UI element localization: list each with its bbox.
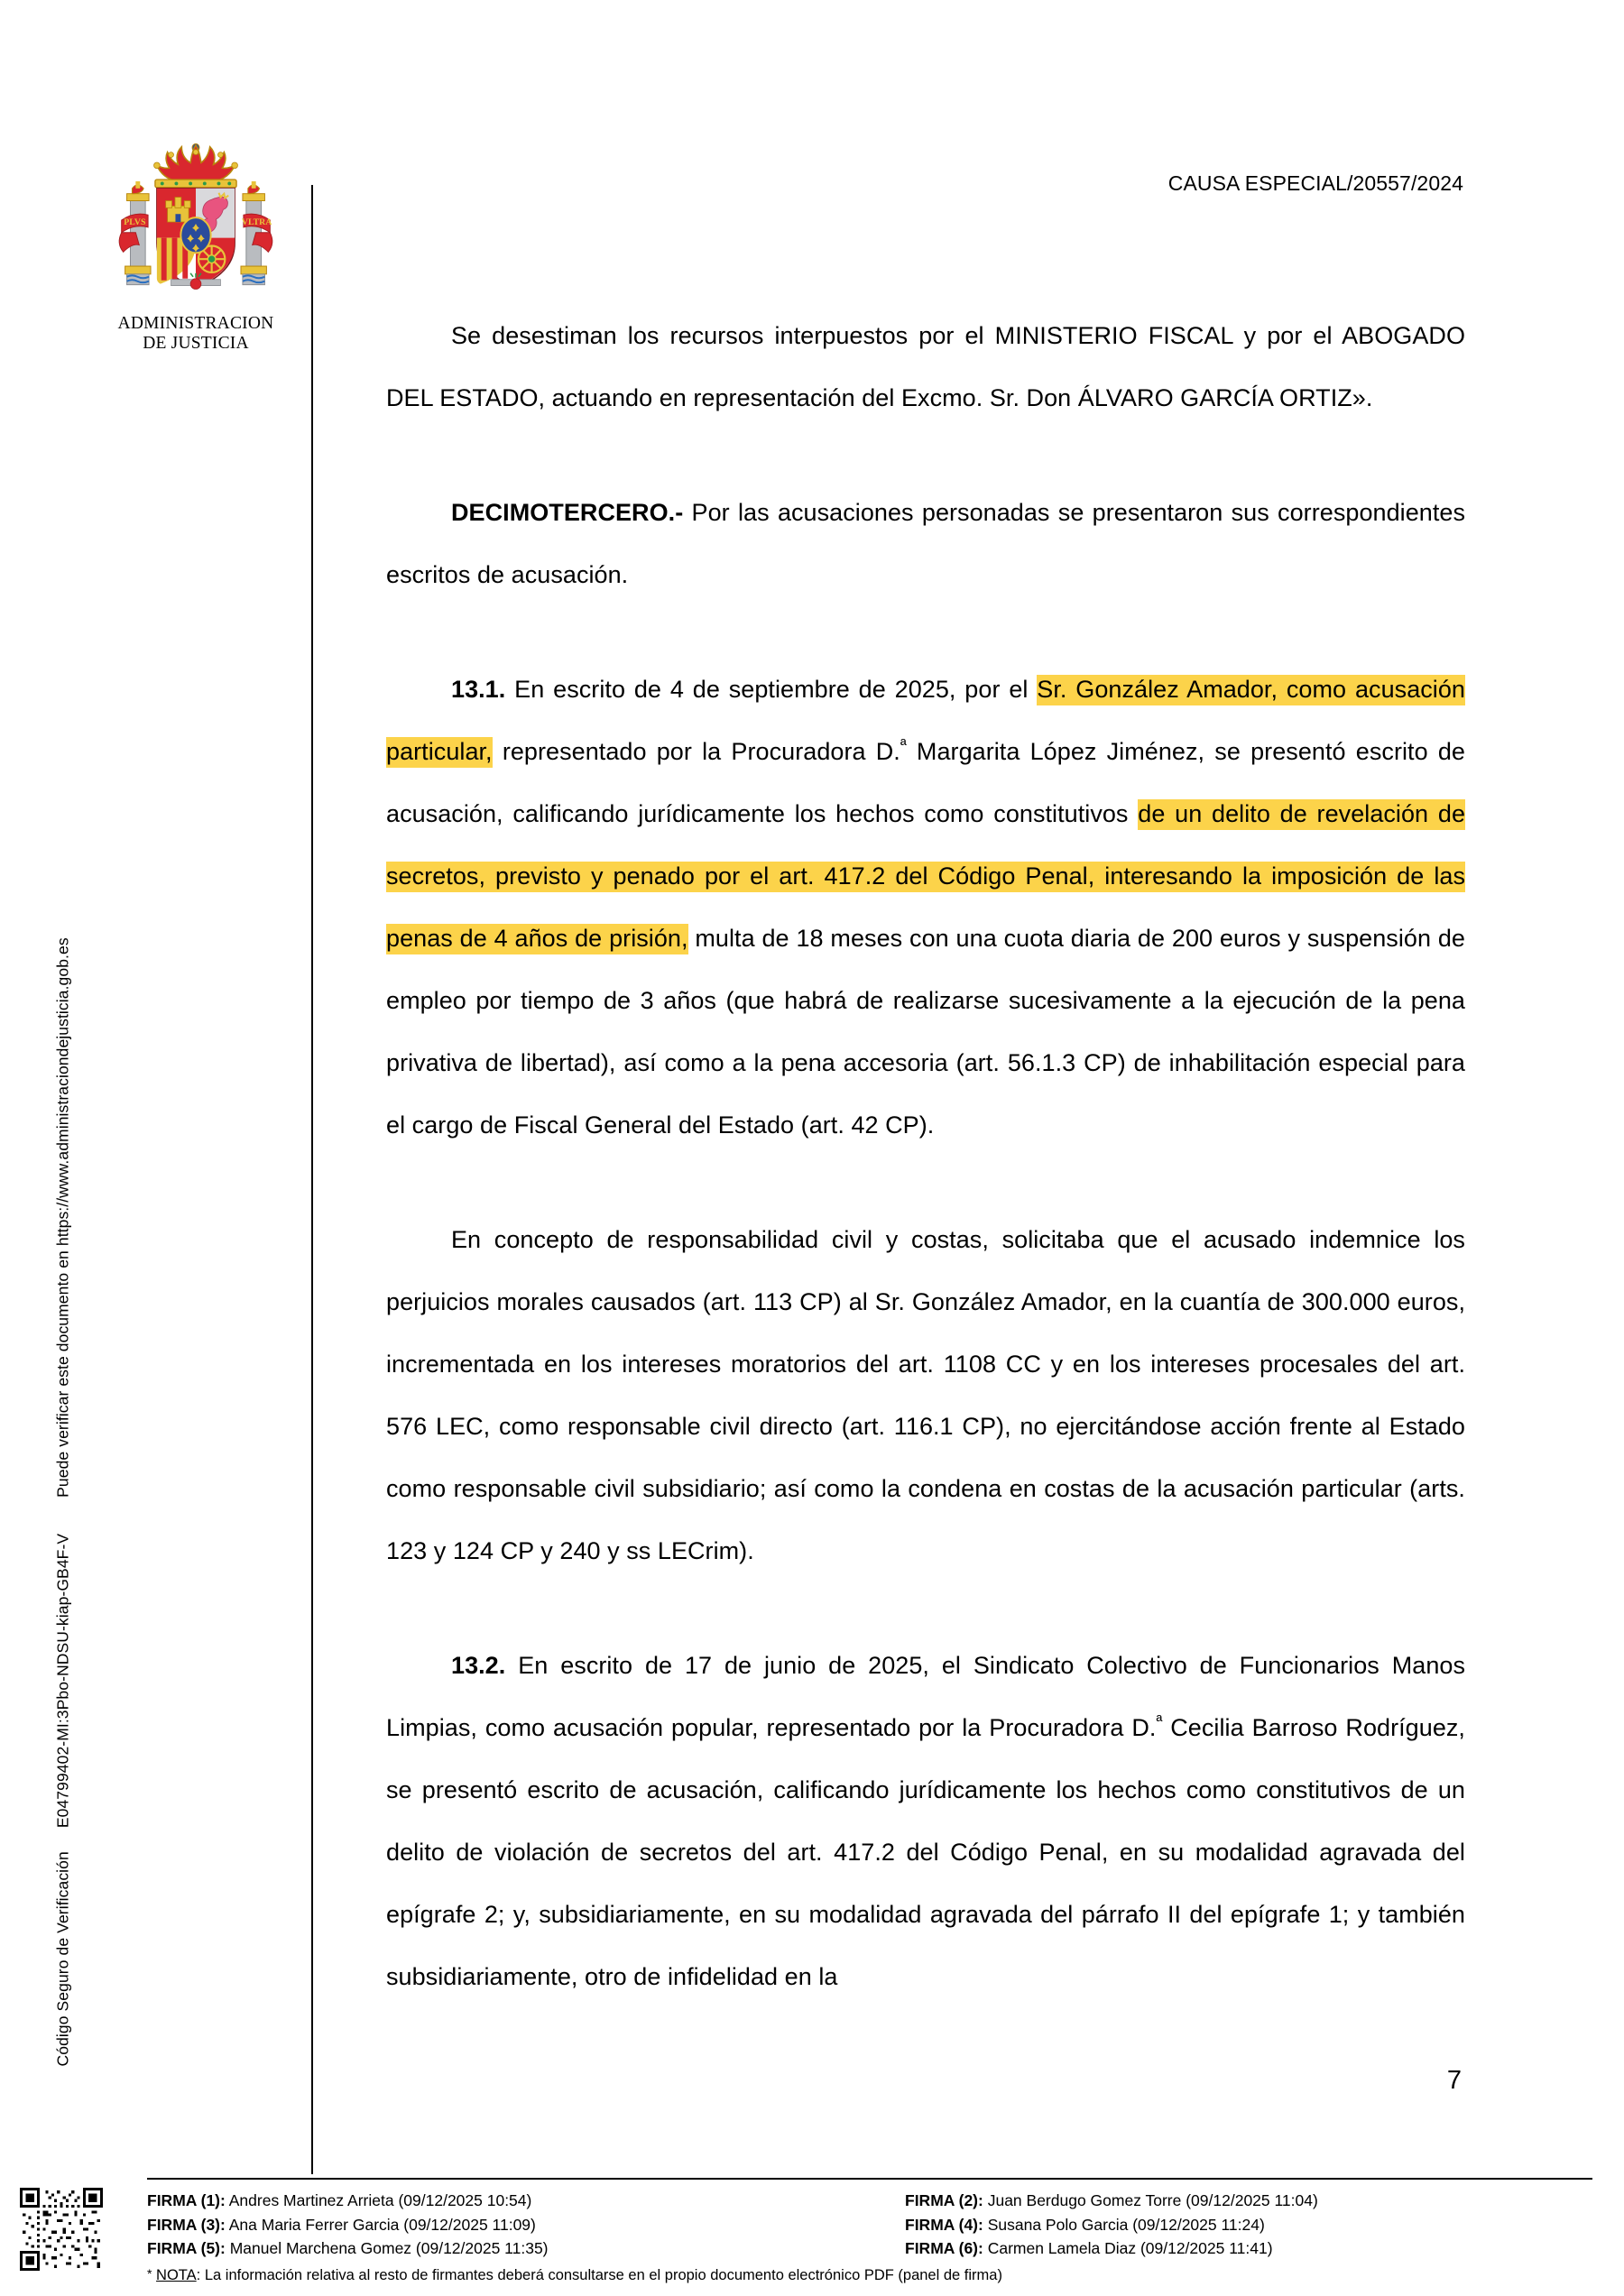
signature-entry: [147, 2236, 905, 2261]
ordinal-superscript-a: ª: [900, 735, 907, 754]
highlight-delito-revelacion-secretos: de un delito de revelación de secretos, previsto y penado por el art. 417.2 del Código Penal, interesando la imposición de las penas de 4 años de prisión,: [386, 799, 1465, 954]
paragraph-13-2-number: 13.2.: [451, 1652, 506, 1679]
paragraph-13-1: [386, 659, 1465, 1157]
signature-grid: [147, 2189, 1609, 2261]
verification-strip-text: [54, 82, 73, 2067]
qr-code: [20, 2188, 103, 2271]
highlight-gonzalez-amador: Sr. González Amador, como acusación particular,: [386, 675, 1465, 768]
csv-label: Código Seguro de Verificación: [53, 1851, 72, 2067]
signature-label: FIRMA (1):: [147, 2191, 226, 2209]
signature-label: FIRMA (6):: [905, 2239, 983, 2258]
left-margin-rule: [311, 185, 313, 2174]
paragraph-responsabilidad-civil-text: En concepto de responsabilidad civil y costas, solicitaba que el acusado indemnice los perjuicios morales causados (art. 113 CP) al Sr. González Amador, en la cuantía de 300.000 euros, incrementada en los intereses moratorios del art. 1108 CC y en los intereses procesales del art. 576 LEC, como responsable civil directo (art. 116.1 CP), no ejercitándose acción frente al Estado como responsable civil subsidiario; así como la condena en costas de la acusación particular (arts. 123 y 124 CP y 240 y ss LECrim).: [386, 1226, 1465, 1564]
signature-label: FIRMA (2):: [905, 2191, 983, 2209]
signature-value: Susana Polo Garcia (09/12/2025 11:24): [983, 2215, 1265, 2234]
footer-divider: [147, 2178, 1592, 2180]
signature-value: Ana Maria Ferrer Garcia (09/12/2025 11:09): [225, 2215, 536, 2234]
crest-caption-line-1: ADMINISTRACION: [117, 314, 274, 333]
paragraph-13-2: [386, 1635, 1465, 2008]
paragraph-ruling-dismissal-text: Se desestiman los recursos interpuestos por el MINISTERIO FISCAL y por el ABOGADO DEL ESTADO, actuando en representación del Excmo. Sr. Don ÁLVARO GARCÍA ORTIZ».: [386, 322, 1465, 411]
document-body: [386, 305, 1465, 2008]
coat-of-arms-icon: [107, 135, 284, 312]
verification-strip: [0, 0, 72, 2183]
crest-caption: [97, 314, 294, 354]
paragraph-13-1-segment-3: Margarita López Jiménez, se presentó escrito de acusación, calificando jurídicamente los hechos como constitutivos: [386, 738, 1465, 827]
footer-note: [147, 2264, 1609, 2287]
signature-entry: [147, 2213, 905, 2237]
spain-coat-of-arms: [97, 135, 294, 354]
signature-value: Manuel Marchena Gomez (09/12/2025 11:35): [225, 2239, 549, 2258]
verify-url-text: Puede verificar este documento en https://www.administraciondejusticia.gob.es: [53, 937, 72, 1498]
signature-value: Andres Martinez Arrieta (09/12/2025 10:54): [225, 2191, 532, 2209]
svg-text:PLVS: PLVS: [124, 217, 146, 227]
signature-value: Carmen Lamela Diaz (09/12/2025 11:41): [983, 2239, 1273, 2258]
signature-entry: [905, 2189, 1609, 2213]
note-text: : La información relativa al resto de firmantes deberá consultarse en el propio documento electrónico PDF (panel de firma): [196, 2266, 1002, 2283]
paragraph-13-2-segment-2: Cecilia Barroso Rodríguez, se presentó escrito de acusación, calificando jurídicamente los hechos como constitutivos de un delito de violación de secretos del art. 417.2 del Código Penal, en su modalidad agravada del epígrafe 2; y, subsidiariamente, en su modalidad agravada del párrafo II del epígrafe 1; y también subsidiariamente, otro de infidelidad en la: [386, 1714, 1465, 1990]
signature-entry: [905, 2236, 1609, 2261]
paragraph-13-2-segment-1: En escrito de 17 de junio de 2025, el Sindicato Colectivo de Funcionarios Manos Limpias, como acusación popular, representado por la Procuradora D.: [386, 1652, 1465, 1741]
signature-entry: [905, 2213, 1609, 2237]
paragraph-13-1-segment-4: multa de 18 meses con una cuota diaria de 200 euros y suspensión de empleo por tiempo de 3 años (que habrá de realizarse sucesivamente a la ejecución de la pena privativa de libertad), así como a la pena accesoria (art. 56.1.3 CP) de inhabilitación especial para el cargo de Fiscal General del Estado (art. 42 CP).: [386, 925, 1465, 1139]
svg-text:VLTRA: VLTRA: [241, 217, 272, 227]
case-reference-header: CAUSA ESPECIAL/20557/2024: [1167, 171, 1463, 195]
decimotercero-text: Por las acusaciones personadas se presentaron sus correspondientes escritos de acusación.: [386, 499, 1465, 588]
csv-code: E04799402-MI:3Pbo-NDSU-kiap-GB4F-V: [53, 1533, 72, 1829]
paragraph-ruling-dismissal: [386, 305, 1465, 429]
signature-entry: [147, 2189, 905, 2213]
crest-caption-line-2: DE JUSTICIA: [143, 333, 249, 353]
paragraph-13-1-segment-1: En escrito de 4 de septiembre de 2025, por el: [505, 676, 1038, 703]
note-label: NOTA: [156, 2266, 197, 2283]
paragraph-decimotercero: [386, 482, 1465, 606]
ordinal-superscript-a-2: ª: [1156, 1711, 1163, 1730]
page-number: 7: [1446, 2066, 1462, 2095]
signature-label: FIRMA (3):: [147, 2215, 226, 2234]
paragraph-13-1-segment-2: representado por la Procuradora D.: [492, 738, 900, 765]
signature-label: FIRMA (5):: [147, 2239, 226, 2258]
signature-value: Juan Berdugo Gomez Torre (09/12/2025 11:04): [983, 2191, 1318, 2209]
note-asterisk: *: [147, 2265, 152, 2281]
paragraph-responsabilidad-civil: [386, 1209, 1465, 1582]
decimotercero-heading: DECIMOTERCERO.-: [451, 499, 684, 526]
paragraph-13-1-number: 13.1.: [451, 676, 506, 703]
signature-footer: [147, 2189, 1609, 2287]
signature-label: FIRMA (4):: [905, 2215, 983, 2234]
